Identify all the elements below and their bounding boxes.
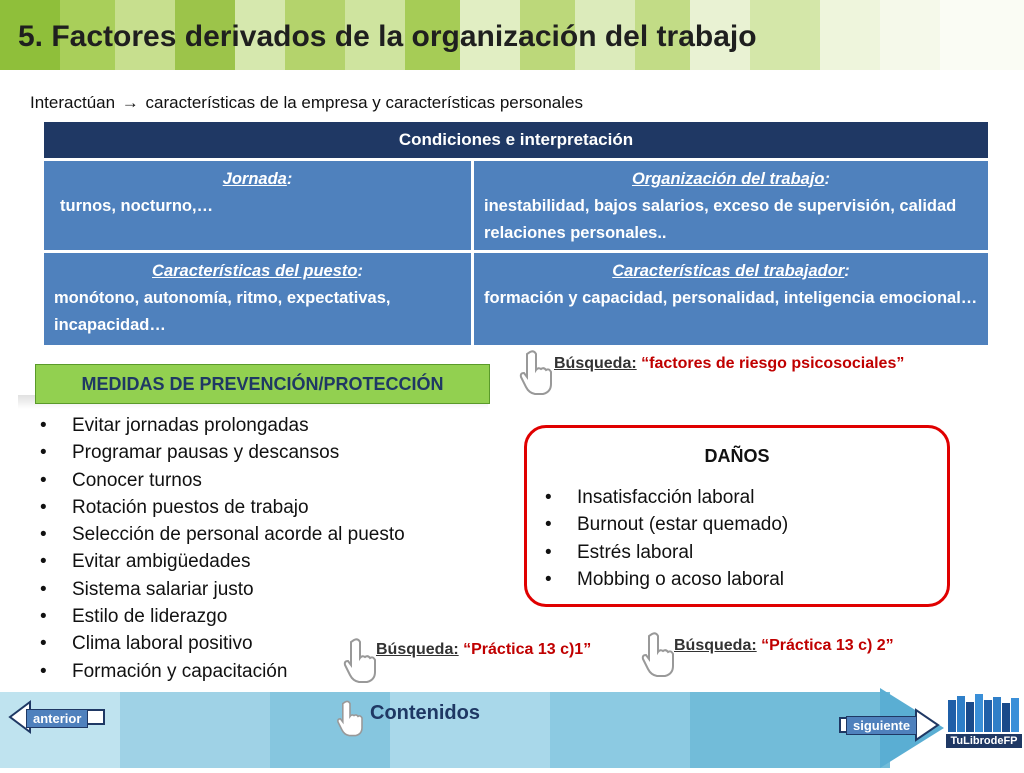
table-header: Condiciones e interpretación: [44, 122, 988, 158]
list-item: • Formación y capacitación: [38, 658, 405, 685]
pointing-hand-icon[interactable]: [334, 698, 366, 738]
search-link-practica-1[interactable]: [376, 641, 591, 659]
books-icon: [944, 688, 1024, 768]
logo-text: TuLibrodeFP: [946, 734, 1022, 748]
table-cell-trabajador: [474, 253, 988, 345]
cell-text: turnos, nocturno,…: [60, 197, 214, 215]
conditions-table: [44, 122, 988, 345]
search-link-practica-2[interactable]: [674, 637, 894, 655]
cell-title: Características del puesto: [152, 262, 358, 280]
list-item: • Selección de personal acorde al puesto: [38, 521, 405, 548]
cell-title-suffix: :: [286, 170, 293, 188]
pointing-hand-icon[interactable]: [516, 348, 556, 396]
cell-title: Características del trabajador: [612, 262, 845, 280]
danos-title: DAÑOS: [704, 446, 770, 466]
logo: [944, 688, 1024, 768]
danos-list: [543, 484, 788, 593]
list-item: • Conocer turnos: [38, 467, 405, 494]
list-item: • Clima laboral positivo: [38, 630, 405, 657]
next-label[interactable]: siguiente: [846, 716, 917, 735]
list-item: • Programar pausas y descansos: [38, 439, 405, 466]
contents-link[interactable]: Contenidos: [370, 702, 480, 724]
slide-subtitle: [30, 93, 583, 113]
list-item: • Estilo de liderazgo: [38, 603, 405, 630]
medidas-title: MEDIDAS DE PREVENCIÓN/PROTECCIÓN: [35, 364, 490, 404]
search-label: Búsqueda:: [376, 641, 459, 658]
table-row: [44, 253, 988, 345]
list-item: • Estrés laboral: [543, 539, 788, 566]
cell-text: formación y capacidad, personalidad, inteligencia emocional…: [484, 289, 978, 307]
table-cell-jornada: [44, 161, 471, 250]
cell-title: Jornada: [222, 170, 287, 188]
table-cell-organizacion: [474, 161, 988, 250]
prev-label[interactable]: anterior: [26, 709, 88, 728]
cell-title-suffix: :: [844, 262, 850, 280]
cell-text: inestabilidad, bajos salarios, exceso de supervisión, calidad relaciones personales..: [484, 197, 957, 242]
search-value[interactable]: “factores de riesgo psicosociales”: [641, 355, 905, 372]
cell-title-suffix: :: [824, 170, 831, 188]
table-cell-puesto: [44, 253, 471, 345]
subtitle-right: características de la empresa y características personales: [145, 93, 583, 112]
table-row: [44, 161, 988, 250]
danos-box: [524, 425, 950, 607]
pointing-hand-icon[interactable]: [340, 636, 380, 684]
arrow-right-icon: →: [121, 93, 139, 112]
cell-title: Organización del trabajo: [631, 170, 825, 188]
slide-title: 5. Factores derivados de la organización del trabajo: [18, 20, 757, 53]
list-item: • Rotación puestos de trabajo: [38, 494, 405, 521]
search-label: Búsqueda:: [674, 637, 757, 654]
list-item: • Evitar ambigüedades: [38, 548, 405, 575]
cell-title-suffix: :: [357, 262, 363, 280]
list-item: • Burnout (estar quemado): [543, 511, 788, 538]
search-value[interactable]: “Práctica 13 c) 2”: [761, 637, 894, 654]
search-label: Búsqueda:: [554, 355, 637, 372]
search-link-factores[interactable]: [554, 355, 904, 373]
list-item: • Sistema salariar justo: [38, 576, 405, 603]
list-item: • Insatisfacción laboral: [543, 484, 788, 511]
pointing-hand-icon[interactable]: [638, 630, 678, 678]
subtitle-left: Interactúan: [30, 93, 116, 112]
search-value[interactable]: “Práctica 13 c)1”: [463, 641, 592, 658]
list-item: • Evitar jornadas prolongadas: [38, 412, 405, 439]
cell-text: monótono, autonomía, ritmo, expectativas, incapacidad…: [54, 289, 391, 334]
list-item: • Mobbing o acoso laboral: [543, 566, 788, 593]
